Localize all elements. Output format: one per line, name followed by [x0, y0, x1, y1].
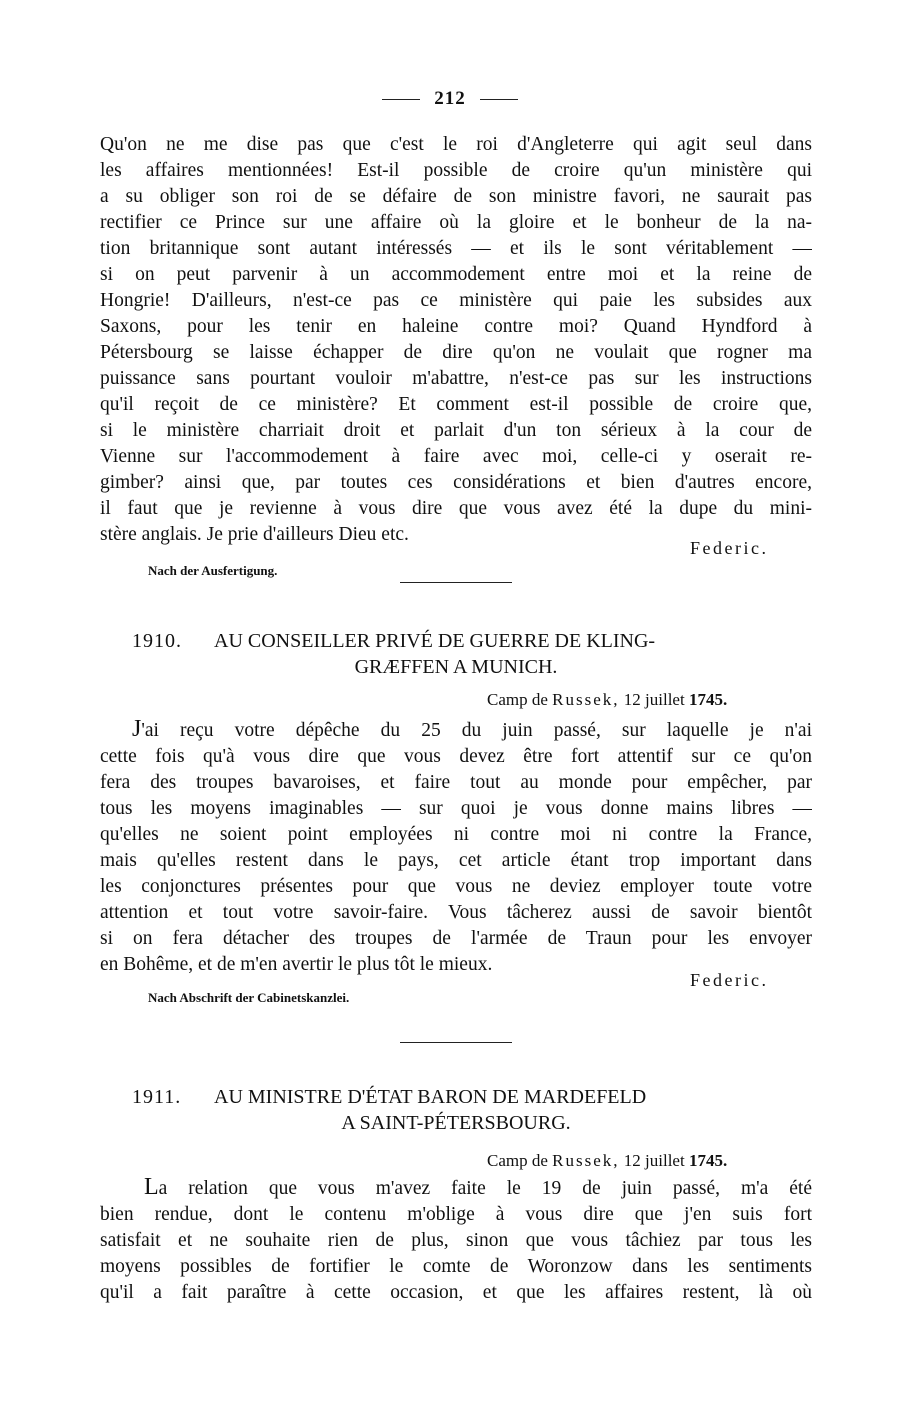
date-day: 12 juillet — [623, 1151, 685, 1170]
letter-date — [487, 690, 727, 710]
dropcap: L — [144, 1174, 159, 1200]
letter-date — [487, 1151, 727, 1171]
body-line: en Bohême, et de m'en avertir le plus tôt le mieux. — [100, 954, 493, 975]
body-line: les affaires mentionnées! Est-il possible de croire qu'un ministère qui — [100, 160, 812, 181]
body-line: gimber? ainsi que, par toutes ces considérations et bien d'autres encore, — [100, 472, 812, 493]
body-line: Vienne sur l'accommodement à faire avec moi, celle-ci y oserait re- — [100, 446, 812, 467]
body-line: tous les moyens imaginables — sur quoi je vous donne mains libres — — [100, 798, 812, 819]
signature: Federic. — [690, 538, 769, 558]
letter-title-line1: AU CONSEILLER PRIVÉ DE GUERRE DE KLING- — [214, 630, 656, 652]
body-line — [100, 1174, 812, 1202]
letter-1909-body — [100, 132, 812, 548]
letter-1911-body — [100, 1174, 812, 1306]
first-line-text: a relation que vous m'avez faite le 19 de juin passé, m'a été — [158, 1178, 812, 1199]
body-line: stère anglais. Je prie d'ailleurs Dieu etc. — [100, 524, 409, 545]
body-line: bien rendue, dont le contenu m'oblige à vous dire que j'en suis fort — [100, 1204, 812, 1225]
body-line: qu'elles ne soient point employées ni contre moi ni contre la France, — [100, 824, 812, 845]
date-day: 12 juillet — [623, 690, 685, 709]
body-line: Saxons, pour les tenir en haleine contre moi? Quand Hyndford à — [100, 316, 812, 337]
header-dash-right — [480, 99, 518, 100]
body-line: moyens possibles de fortifier le comte de Woronzow dans les sentiments — [100, 1256, 812, 1277]
body-line: si le ministère charriait droit et parlait d'un ton sérieux à la cour de — [100, 420, 812, 441]
first-line-text: 'ai reçu votre dépêche du 25 du juin passé, sur laquelle je n'ai — [141, 720, 812, 741]
body-line: fera des troupes bavaroises, et faire tout au monde pour empêcher, par — [100, 772, 812, 793]
body-line: si on peut parvenir à un accommodement entre moi et la reine de — [100, 264, 812, 285]
header-dash-left — [382, 99, 420, 100]
source-note: Nach der Ausfertigung. — [148, 563, 278, 578]
body-line: attention et tout votre savoir-faire. Vous tâcherez aussi de savoir bientôt — [100, 902, 812, 923]
page-number: 212 — [434, 88, 466, 109]
body-line: il faut que je revienne à vous dire que vous avez été la dupe du mini- — [100, 498, 812, 519]
body-line: a su obliger son roi de se défaire de son ministre favori, ne saurait pas — [100, 186, 812, 207]
body-line: Qu'on ne me dise pas que c'est le roi d'Angleterre qui agit seul dans — [100, 134, 812, 155]
letter-number: 1911. — [132, 1086, 182, 1108]
page-header — [0, 88, 900, 110]
source-note: Nach Abschrift der Cabinetskanzlei. — [148, 990, 350, 1005]
section-divider — [400, 582, 512, 583]
section-divider — [400, 1042, 512, 1043]
body-line: qu'il reçoit de ce ministère? Et comment est-il possible de croire que, — [100, 394, 812, 415]
dropcap: J — [132, 716, 142, 742]
letter-1910-body — [100, 716, 812, 978]
date-prefix: Camp de — [487, 1151, 548, 1170]
body-line: satisfait et ne souhaite rien de plus, sinon que vous tâchiez par tous les — [100, 1230, 812, 1251]
body-line: tion britannique sont autant intéressés — et ils le sont véritablement — — [100, 238, 812, 259]
body-line: mais qu'elles restent dans le pays, cet article étant trop important dans — [100, 850, 812, 871]
body-line: puissance sans pourtant vouloir m'abattre, n'est-ce pas sur les instructions — [100, 368, 812, 389]
body-line: qu'il a fait paraître à cette occasion, et que les affaires restent, là où — [100, 1282, 812, 1303]
date-place: Russek, — [552, 1151, 620, 1170]
body-line: Pétersbourg se laisse échapper de dire qu'on ne voulait que rogner ma — [100, 342, 812, 363]
body-line: cette fois qu'à vous dire que vous devez être fort attentif sur ce qu'on — [100, 746, 812, 767]
signature: Federic. — [690, 970, 769, 990]
body-line — [100, 716, 812, 744]
body-line: Hongrie! D'ailleurs, n'est-ce pas ce ministère qui paie les subsides aux — [100, 290, 812, 311]
body-line: rectifier ce Prince sur une affaire où la gloire et le bonheur de la na- — [100, 212, 812, 233]
body-line: les conjonctures présentes pour que vous ne deviez employer toute votre — [100, 876, 812, 897]
letter-number: 1910. — [132, 630, 182, 652]
body-line: si on fera détacher des troupes de l'armée de Traun pour les envoyer — [100, 928, 812, 949]
date-year: 1745. — [688, 690, 728, 709]
letter-title-line2: A SAINT-PÉTERSBOURG. — [341, 1112, 571, 1134]
letter-title-line2: GRÆFFEN A MUNICH. — [354, 656, 558, 678]
date-place: Russek, — [552, 690, 620, 709]
letter-title-line1: AU MINISTRE D'ÉTAT BARON DE MARDEFELD — [214, 1086, 647, 1108]
date-year: 1745. — [688, 1151, 728, 1170]
date-prefix: Camp de — [487, 690, 548, 709]
